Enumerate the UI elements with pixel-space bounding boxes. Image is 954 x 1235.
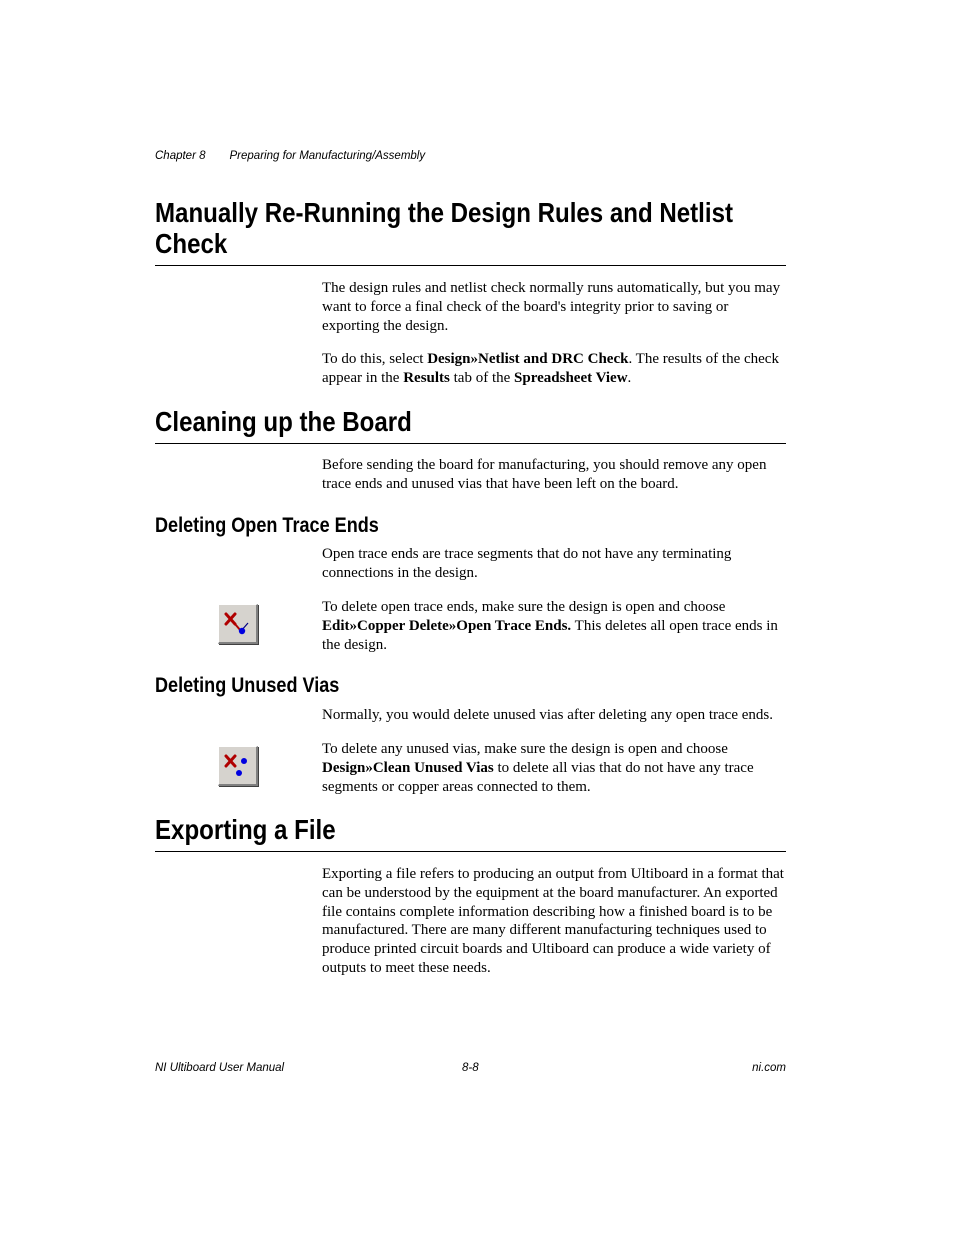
unused-vias-paragraph-2	[322, 740, 788, 796]
heading-exporting-file: Exporting a File	[155, 814, 336, 845]
menu-path-open-trace-ends: Edit»Copper Delete»Open Trace Ends.	[322, 617, 572, 634]
footer-website: ni.com	[752, 1062, 786, 1074]
text-run: This deletes all open trace ends in the design.	[322, 617, 778, 653]
open-trace-paragraph-1: Open trace ends are trace segments that do not have any terminating connections in the design.	[322, 546, 732, 581]
heading-open-trace-ends: Deleting Open Trace Ends	[155, 514, 379, 537]
text-run: . The results of the check appear in the	[322, 351, 779, 386]
unused-vias-paragraph-1: Normally, you would delete unused vias after deleting any open trace ends.	[322, 707, 773, 723]
chapter-title: Preparing for Manufacturing/Assembly	[229, 150, 426, 162]
running-header	[155, 150, 425, 162]
section-rule	[155, 265, 786, 266]
delete-open-trace-ends-icon	[218, 604, 258, 644]
footer-manual-title: NI Ultiboard User Manual	[155, 1062, 285, 1074]
text-run: .	[627, 369, 632, 386]
clean-unused-vias-icon	[218, 746, 258, 786]
text-run: To delete any unused vias, make sure the design is open and choose	[322, 741, 728, 757]
results-tab-ref: Results	[403, 369, 450, 386]
section-rule	[155, 851, 786, 852]
menu-path-clean-unused-vias: Design»Clean Unused Vias	[322, 759, 494, 776]
text-run: To delete open trace ends, make sure the design is open and choose	[322, 599, 726, 615]
heading-rerun-line2: Check	[155, 228, 228, 259]
exporting-paragraph: Exporting a file refers to producing an output from Ultiboard in a format that can be understood by the equipment at the board manufacturer. An exported file contains complete information describing how a finished board is to be manufactured. There are many different manufacturing techniques used to produce printed circuit boards and Ultiboard can produce a wide variety of outputs to meet these needs.	[322, 866, 784, 976]
rerun-paragraph-2	[322, 350, 788, 388]
cleaning-paragraph: Before sending the board for manufacturing, you should remove any open trace ends and unused vias that have been left on the board.	[322, 457, 767, 492]
text-run: to delete all vias that do not have any trace segments or copper areas connected to them.	[322, 759, 754, 795]
chapter-label: Chapter 8	[155, 150, 206, 162]
open-trace-paragraph-2	[322, 598, 788, 654]
heading-unused-vias: Deleting Unused Vias	[155, 674, 340, 697]
heading-rerun-check	[155, 197, 733, 259]
footer-page-number: 8-8	[462, 1062, 479, 1074]
heading-cleaning-board: Cleaning up the Board	[155, 406, 412, 437]
menu-path-netlist-drc: Design»Netlist and DRC Check	[427, 351, 629, 367]
spreadsheet-view-ref: Spreadsheet View	[514, 369, 628, 386]
text-run: To do this, select	[322, 351, 428, 367]
heading-rerun-line1: Manually Re-Running the Design Rules and Netlist	[155, 197, 733, 228]
rerun-paragraph-1: The design rules and netlist check normally runs automatically, but you may want to force a final check of the board's integrity prior to saving or exporting the design.	[322, 280, 781, 334]
text-run: tab of the	[449, 369, 515, 386]
section-rule	[155, 443, 786, 444]
